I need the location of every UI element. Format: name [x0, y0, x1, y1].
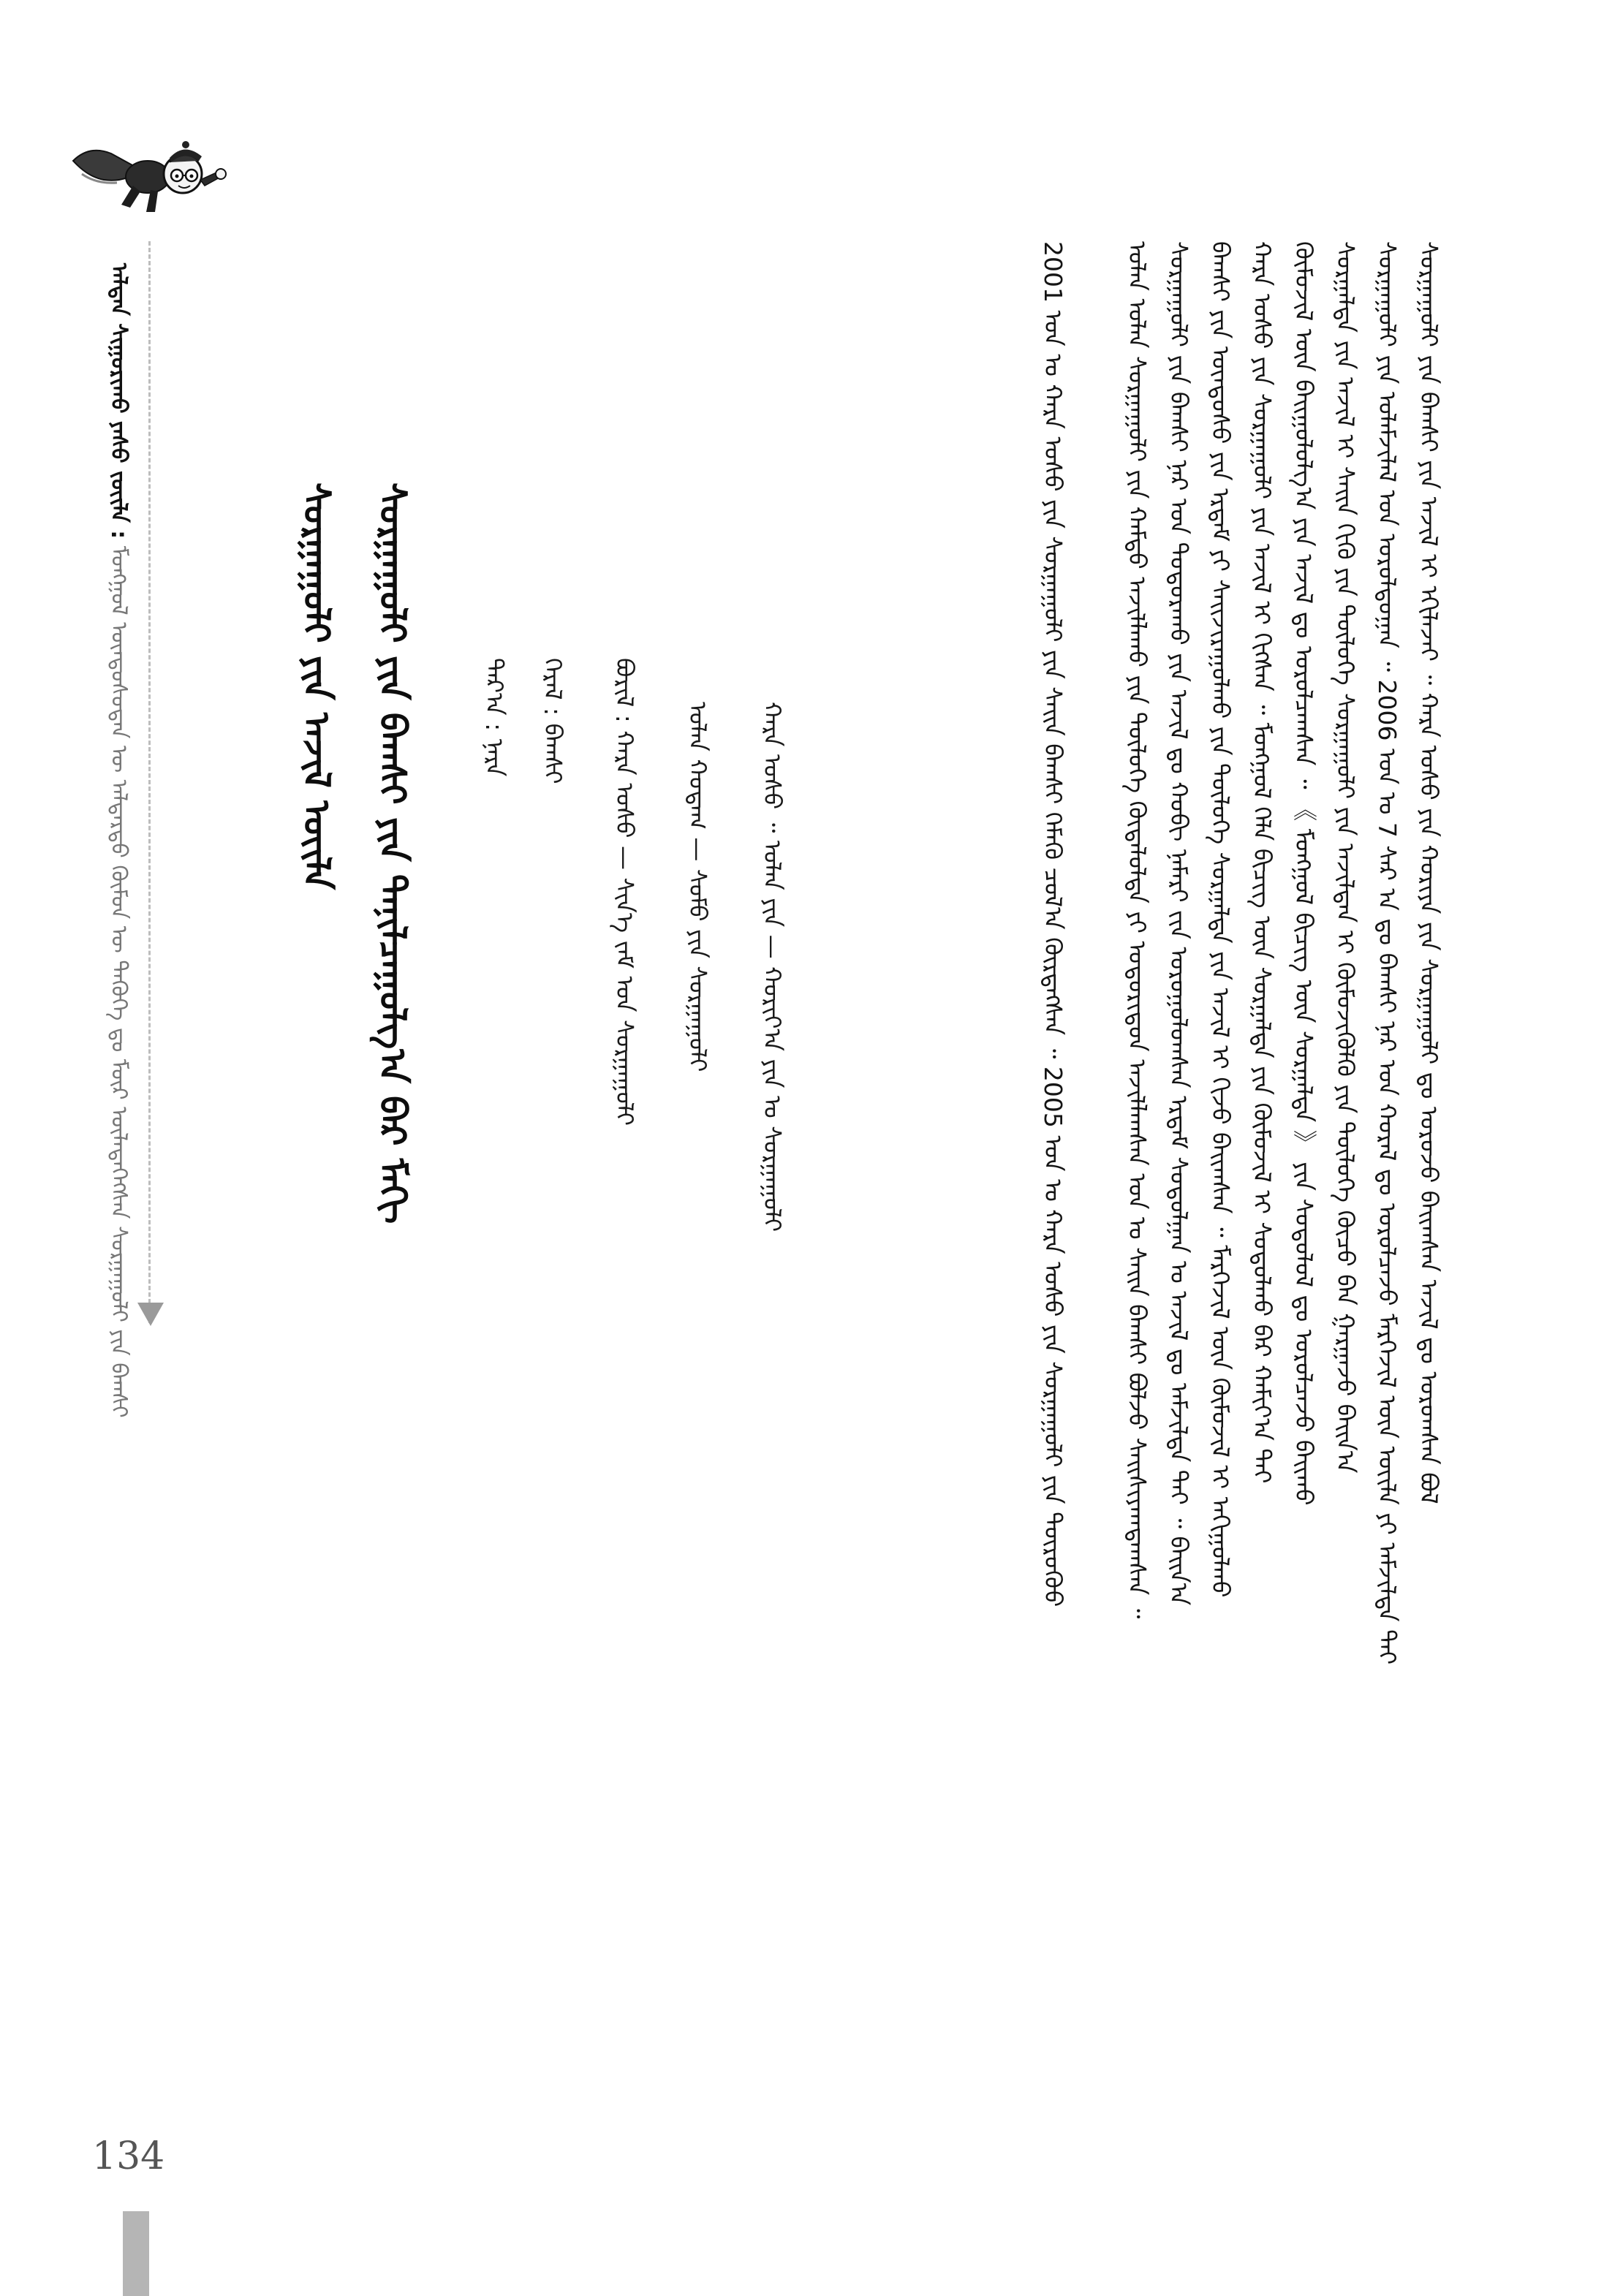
header-dashed-rule — [148, 241, 151, 1323]
body-line-3: ᠰᠤᠷᠭᠠᠯᠲᠠ ᠶᠢᠨ ᠠᠵᠢᠯ ᠢ ᠰᠠᠢᠨ ᠬᠢᠬᠦ ᠶᠢᠨ ᠲᠥᠯᠥᠭᠡ ᠰᠤᠷᠭᠠᠭᠤᠯᠢ ᠶᠢᠨ ᠠᠵᠢᠯᠲᠠᠨ ᠢ ᠬᠦᠮᠦᠵᠢᠭᠦᠯᠬᠦ ᠶᠢᠨ ᠲᠥᠯᠥᠭᠡ ᠬᠦᠴᠦ ᠪᠡᠨ ᠭᠠᠷᠭᠠᠵᠤ ᠪᠠᠢᠨ᠎ᠠ — [1331, 241, 1360, 1474]
body-line-5: ᠬᠠᠷᠠ ᠤᠰᠤ ᠶᠢᠨ ᠰᠤᠷᠭᠠᠭᠤᠯᠢ ᠶᠢᠨ ᠠᠵᠢᠯ ᠢ ᠬᠢᠭᠰᠡᠨ ᠃ ᠮᠣᠩᠭᠣᠯ ᠬᠡᠯᠡ ᠪᠢᠴᠢᠭ ᠦᠨ ᠰᠤᠷᠭᠠᠯᠲᠠ ᠶᠢᠨ ᠬᠦᠮᠦᠵᠢᠯ ᠢ ᠰᠤᠳᠤᠯᠬᠤ ᠪᠠᠷ ᠬᠠᠮᠢᠶ᠎ᠠ ᠲᠠᠢ — [1248, 241, 1276, 1484]
flying-boy-mascot-icon — [60, 132, 228, 241]
body-line-7: ᠰᠤᠷᠭᠠᠭᠤᠯᠢ ᠶᠢᠨ ᠪᠠᠭᠰᠢ ᠨᠠᠷ ᠤᠨ ᠳᠤᠳᠤᠷᠠᠬᠤ ᠶᠢᠨ ᠠᠵᠢᠯ ᠳᠤ ᠬᠤᠪᠢ ᠨᠡᠮᠡᠷᠢ ᠵᠢᠨ ᠣᠷᠤᠭᠤᠯᠤᠭᠰᠠᠨ ᠡᠷᠳᠡᠮ ᠰᠤᠳᠤᠯᠭᠠᠨ ᠤ ᠠᠵᠢᠯ ᠳᠤ ᠠᠮᠵᠢᠯᠲᠠ ᠲᠠᠢ ᠃ ᠪᠠᠢᠨ᠎ᠠ — [1165, 241, 1193, 1606]
body-line-1: ᠰᠤᠷᠭᠠᠭᠤᠯᠢ ᠶᠢᠨ ᠪᠠᠭᠰᠢ ᠶᠢᠨ ᠠᠵᠢᠯ ᠢ ᠡᠬᠢᠯᠡᠵᠡᠢ ᠃ ᠬᠠᠷᠠ ᠤᠰᠤ ᠶᠢᠨ ᠬᠤᠷᠢᠶᠠ ᠶᠢᠨ ᠰᠤᠷᠭᠠᠭᠤᠯᠢ ᠳᠤ ᠤᠷᠤᠵᠤ ᠪᠠᠢᠭᠰᠠᠨ ᠠᠵᠢᠯ ᠳᠤ ᠣᠷᠤᠭᠰᠠᠨ ᠪᠣᠯ — [1415, 241, 1443, 1504]
meta-line-4: ᠭᠡᠷᠡᠯ : ᠪᠠᠭᠰᠢ — [539, 658, 567, 784]
meta-line-5: ᠳᠠᠷ᠎ᠠ : ᠨᠠᠷᠠ — [480, 658, 509, 777]
meta-line-2: ᠣᠯᠠᠨ ᠬᠤᠳᠠᠭ — ᠰᠤᠮᠤ ᠶᠢᠨ ᠰᠤᠷᠭᠠᠭᠤᠯᠢ — [684, 702, 712, 1072]
page-number: 134 — [92, 2134, 165, 2178]
triangle-down-icon — [137, 1303, 164, 1326]
body-line-4: ᠬᠦᠮᠦᠵᠢᠯ ᠦᠨ ᠪᠠᠢᠭᠤᠯᠤᠯᠭ᠎ᠠ ᠶᠢᠨ ᠠᠵᠢᠯ ᠳᠤ ᠣᠷᠤᠯᠴᠠᠭᠰᠠᠨ ᠃ 《 ᠮᠣᠩᠭᠣᠯ ᠪᠢᠴᠢᠭ ᠦᠨ ᠰᠤᠷᠭᠠᠯᠲᠠ 》 ᠶᠢᠨ ᠰᠤᠳᠤᠯᠤᠯ ᠳᠤ ᠣᠷᠤᠯᠴᠠᠵᠤ ᠪᠠᠢᠬᠤ — [1290, 241, 1318, 1506]
article-title-line-1: ᠰᠤᠷᠭᠠᠭᠤᠯᠢ ᠶᠢᠨ ᠪᠠᠭᠰᠢ ᠶᠢᠨ ᠲᠠᠨᠢᠯᠴᠠᠭᠤᠯᠭ᠎ᠠ ᠪᠠᠷ ᠮᠠᠬᠢ — [371, 482, 414, 1224]
meta-line-1: ᠬᠠᠷᠠ ᠤᠰᠤ ᠃ ᠣᠯᠠᠨ ᠶᠢᠨ — ᠬᠤᠷᠢᠶ᠎ᠠ ᠶᠢᠨ ᠤ ᠰᠤᠷᠭᠠᠭᠤᠯᠢ — [758, 702, 787, 1232]
body-line-2: ᠰᠤᠷᠭᠠᠭᠤᠯᠢ ᠶᠢᠨ ᠤᠯᠠᠮᠵᠢᠯᠠᠯ ᠤᠨ ᠤᠷᠤᠯᠳᠤᠭᠠᠨ ᠃ 2006 ᠣᠨ ᠤ 7 ᠰᠠᠷ ᠠ ᠳᠤ ᠪᠠᠭᠰᠢ ᠨᠠᠷ ᠤᠨ ᠬᠤᠷᠠᠯ ᠳᠤ ᠣᠷᠤᠯᠴᠠᠵᠤ ᠮᠡᠷᠭᠡᠵᠢᠯ ᠦᠨ ᠦᠢᠯᠡ ᠶᠢ ᠠᠮᠵᠢᠯᠲᠠ ᠲᠠᠢ — [1373, 241, 1401, 1665]
body-line-9: 2001 ᠣᠨ ᠤ ᠬᠠᠷᠠ ᠤᠰᠤ ᠶᠢᠨ ᠰᠤᠷᠭᠠᠭᠤᠯᠢ ᠶᠢᠨ ᠰᠠᠢᠨ ᠪᠠᠭᠰᠢ ᠬᠡᠮᠡᠬᠦ ᠴᠣᠯ᠎ᠠ ᠬᠦᠷᠲᠡᠭᠰᠡᠨ ᠃ 2005 ᠣᠨ ᠤ ᠬᠠᠷᠠ ᠤᠰᠤ ᠶᠢᠨ ᠰᠤᠷᠭᠠᠭᠤᠯᠢ ᠶᠢᠨ ᠲᠦᠷᠦᠭᠦᠦ — [1039, 241, 1067, 1607]
body-line-8: ᠣᠯᠠᠨ ᠣᠯᠠᠨ ᠰᠤᠷᠭᠠᠭᠤᠯᠢ ᠶᠢᠨ ᠬᠠᠮᠲᠤ ᠠᠵᠢᠯᠯᠠᠬᠤ ᠶᠢᠨ ᠲᠥᠯᠥᠭᠡ ᠬᠥᠳᠡᠯᠦᠯᠲᠡ ᠶᠢ ᠤᠳᠤᠷᠢᠳᠤᠨ ᠠᠵᠢᠯᠯᠠᠭᠰᠠᠨ ᠣᠨ ᠤ ᠰᠠᠢᠨ ᠪᠠᠭᠰᠢ ᠪᠣᠯᠵᠤ ᠰᠠᠢᠰᠢᠶᠠᠭᠳᠠᠭᠰᠠᠨ ᠃ — [1123, 241, 1151, 1619]
running-header — [106, 263, 132, 1418]
body-line-6: ᠪᠠᠭᠰᠢ ᠶᠢᠨ ᠦᠨᠳᠦᠰᠦ ᠶᠢᠨ ᠡᠷᠳᠡᠮ ᠶᠢ ᠰᠠᠢᠵᠢᠷᠠᠭᠤᠯᠬᠤ ᠶᠢᠨ ᠲᠥᠯᠥᠭᠡ ᠰᠤᠷᠭᠠᠯᠲᠠ ᠶᠢᠨ ᠠᠵᠢᠯ ᠢ ᠬᠢᠵᠦ ᠪᠠᠢᠭᠰᠠᠨ ᠃ ᠮᠡᠷᠭᠡᠵᠢᠯ ᠦᠨ ᠬᠦᠮᠦᠵᠢᠯ ᠢ ᠠᠬᠢᠭᠤᠯᠬᠤ — [1206, 241, 1235, 1598]
header-bold-text: ᠠᠯᠲᠠᠨ ᠰᠢᠭᠤᠷᠢᠬᠤ ᠶᠠᠰᠤ ᠵᠦᠢᠯᠡ : — [106, 263, 132, 539]
page-side-tab — [123, 2211, 149, 2296]
article-title-line-2: ᠰᠤᠷᠭᠠᠭᠤᠯᠢ ᠶᠢᠨ ᠠᠵᠢᠯ ᠦᠢᠯᠡ — [295, 482, 338, 890]
meta-line-3: ᠪᠤᠷᠢᠯ : ᠬᠠᠷᠠ ᠤᠰᠤ — ᠰᠢᠨ᠎ᠡ ᠵᠠᠮ ᠤᠨ ᠰᠤᠷᠭᠠᠭᠤᠯᠢ — [610, 658, 639, 1126]
header-light-text: ᠮᠣᠩᠭᠣᠯ ᠦᠨᠳᠦᠰᠦᠲᠡᠨ ᠦ ᠠᠯᠳᠠᠷᠲᠤ ᠬᠦᠮᠦᠨ ᠦ ᠲᠡᠭᠦᠬᠡ ᠳᠤ ᠮᠥᠷ ᠦᠯᠡᠳᠡᠭᠡᠭᠰᠡᠨ ᠰᠤᠷᠭᠠᠭᠤᠯᠢ ᠶᠢᠨ ᠪᠠᠭᠰᠢ — [106, 545, 132, 1418]
